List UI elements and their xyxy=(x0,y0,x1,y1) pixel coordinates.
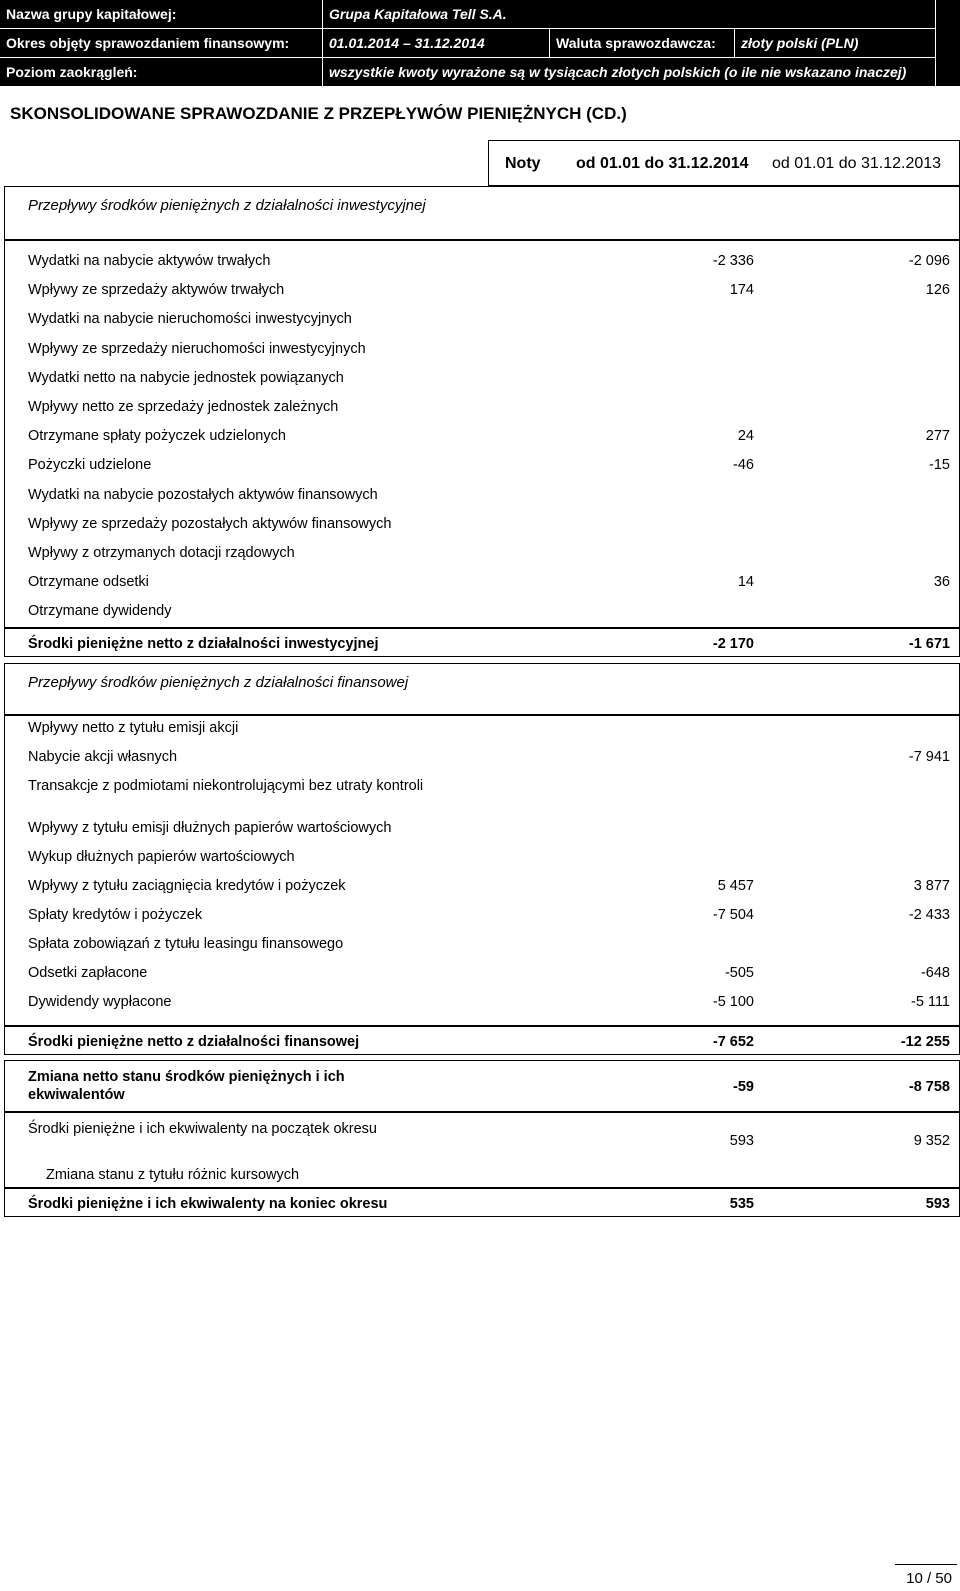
closing-cur: 535 xyxy=(729,1196,754,1212)
financing-total-cur: -7 652 xyxy=(712,1034,754,1050)
table-row-label: Pożyczki udzielone xyxy=(28,457,152,474)
group-value: Grupa Kapitałowa Tell S.A. xyxy=(323,0,936,29)
rounding-label: Poziom zaokrągleń: xyxy=(0,58,323,87)
col-current: od 01.01 do 31.12.2014 xyxy=(576,155,749,172)
period-label: Okres objęty sprawozdaniem finansowym: xyxy=(0,29,323,58)
table-row-current: -7 504 xyxy=(712,907,754,923)
table-row-previous: -15 xyxy=(929,457,950,474)
currency-label: Waluta sprawozdawcza: xyxy=(550,29,735,58)
table-row-label: Wydatki netto na nabycie jednostek powiązanych xyxy=(28,369,344,386)
table-row-label: Wpływy z tytułu emisji dłużnych papierów wartościowych xyxy=(28,820,392,836)
closing-label: Środki pieniężne i ich ekwiwalenty na koniec okresu xyxy=(28,1196,388,1212)
page-number: 10 / 50 xyxy=(906,1570,952,1587)
table-row-previous: -7 941 xyxy=(908,749,950,765)
table-row-current: -505 xyxy=(724,965,754,981)
table-row-label: Otrzymane dywidendy xyxy=(28,603,172,620)
closing-prev: 593 xyxy=(925,1196,950,1212)
group-label: Nazwa grupy kapitałowej: xyxy=(0,0,323,29)
report-header xyxy=(0,0,960,86)
table-row-previous: -5 111 xyxy=(911,994,950,1010)
table-row-previous: 3 877 xyxy=(913,878,950,894)
rounding-value: wszystkie kwoty wyrażone są w tysiącach złotych polskich (o ile nie wskazano inaczej) xyxy=(323,58,936,87)
table-row-label: Spłaty kredytów i pożyczek xyxy=(28,907,203,923)
table-row-label: Wpływy ze sprzedaży nieruchomości inwestycyjnych xyxy=(28,340,366,357)
table-row-label: Wydatki na nabycie pozostałych aktywów finansowych xyxy=(28,486,378,503)
investing-total-cur: -2 170 xyxy=(712,636,754,652)
table-row-label: Odsetki zapłacone xyxy=(28,965,148,981)
table-row-label: Wpływy z otrzymanych dotacji rządowych xyxy=(28,545,295,561)
col-notes: Noty xyxy=(505,155,541,172)
page-title: SKONSOLIDOWANE SPRAWOZDANIE Z PRZEPŁYWÓW PIENIĘŻNYCH (CD.) xyxy=(10,104,627,123)
table-row-current: -2 336 xyxy=(712,253,754,269)
table-row-label: Spłata zobowiązań z tytułu leasingu finansowego xyxy=(28,936,344,952)
table-row-current: 174 xyxy=(729,282,754,299)
currency-value: złoty polski (PLN) xyxy=(735,29,936,58)
investing-heading: Przepływy środków pieniężnych z działalności inwestycyjnej xyxy=(28,197,426,214)
investing-total-prev: -1 671 xyxy=(908,636,950,652)
opening-label: Środki pieniężne i ich ekwiwalenty na początek okresu xyxy=(28,1121,377,1137)
table-row-label: Wpływy netto z tytułu emisji akcji xyxy=(28,720,239,736)
table-row-current: 5 457 xyxy=(717,878,754,894)
table-row-previous: 277 xyxy=(925,428,950,445)
table-row-current: -5 100 xyxy=(712,994,754,1010)
table-row-current: 24 xyxy=(737,428,754,445)
table-row-previous: 126 xyxy=(925,282,950,299)
fx-label: Zmiana stanu z tytułu różnic kursowych xyxy=(46,1167,300,1183)
table-row-label: Nabycie akcji własnych xyxy=(28,749,178,765)
table-row-label: Wpływy ze sprzedaży pozostałych aktywów finansowych xyxy=(28,515,392,532)
footer-rule xyxy=(895,1564,957,1565)
table-row-label: Wykup dłużnych papierów wartościowych xyxy=(28,849,295,865)
net-change-label: Zmiana netto stanu środków pieniężnych i ich ekwiwalentów xyxy=(28,1069,345,1103)
period-value: 01.01.2014 – 31.12.2014 xyxy=(323,29,550,58)
financing-heading: Przepływy środków pieniężnych z działalności finansowej xyxy=(28,674,409,691)
table-row-label: Wpływy z tytułu zaciągnięcia kredytów i pożyczek xyxy=(28,878,346,894)
table-row-previous: -2 096 xyxy=(908,253,950,269)
investing-total-label: Środki pieniężne netto z działalności inwestycyjnej xyxy=(28,636,379,652)
table-row-label: Dywidendy wypłacone xyxy=(28,994,172,1010)
table-row-previous: -2 433 xyxy=(908,907,950,923)
table-row-label: Wpływy netto ze sprzedaży jednostek zależnych xyxy=(28,399,339,415)
table-row-label: Transakcje z podmiotami niekontrolującymi bez utraty kontroli xyxy=(28,778,424,794)
opening-cur: 593 xyxy=(729,1133,754,1149)
table-row-label: Wydatki na nabycie nieruchomości inwestycyjnych xyxy=(28,311,352,328)
financing-total-label: Środki pieniężne netto z działalności finansowej xyxy=(28,1034,360,1050)
table-row-current: -46 xyxy=(733,457,754,474)
table-row-label: Wpływy ze sprzedaży aktywów trwałych xyxy=(28,282,285,299)
opening-prev: 9 352 xyxy=(913,1133,950,1149)
net-change-cur: -59 xyxy=(733,1079,754,1095)
table-row-previous: 36 xyxy=(933,574,950,591)
financing-total-prev: -12 255 xyxy=(900,1034,950,1050)
col-previous: od 01.01 do 31.12.2013 xyxy=(772,155,942,172)
net-change-prev: -8 758 xyxy=(908,1079,950,1095)
table-row-previous: -648 xyxy=(920,965,950,981)
table-row-label: Otrzymane odsetki xyxy=(28,574,149,591)
table-row-label: Wydatki na nabycie aktywów trwałych xyxy=(28,253,271,269)
table-row-current: 14 xyxy=(737,574,754,591)
table-row-label: Otrzymane spłaty pożyczek udzielonych xyxy=(28,428,286,445)
